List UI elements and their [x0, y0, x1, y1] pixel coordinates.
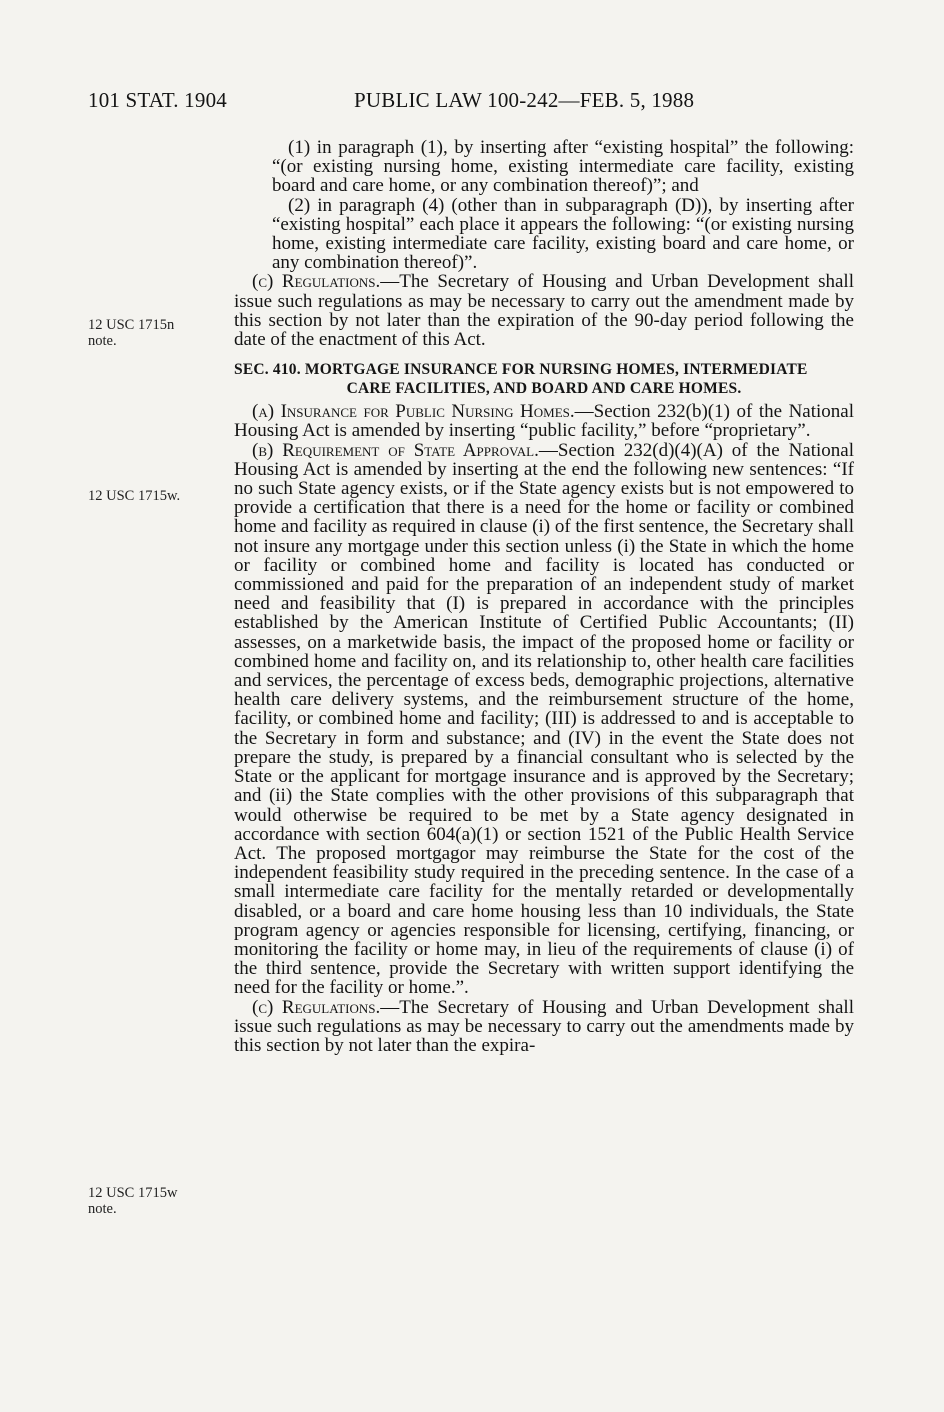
section-heading — [234, 360, 854, 398]
margin-note-line: 12 USC 1715n — [88, 317, 175, 333]
margin-note-line: 12 USC 1715w. — [88, 488, 181, 504]
paragraph-text: —Section 232(b)(1) of the National Housing Act is amended by inserting “public facility,” before “proprietary”. — [234, 401, 855, 442]
margin-note-line: 12 USC 1715w — [88, 1185, 178, 1201]
margin-note-1715w — [88, 488, 180, 504]
margin-note-line: note. — [88, 333, 117, 349]
paragraph-text: —The Secretary of Housing and Urban Development shall issue such regulations as may be necessary to carry out the amendment made by this section by not later than the expiration of the 90-day period following the date of the enactment of this Act. — [234, 271, 854, 351]
document-body — [234, 138, 854, 1055]
statute-page-number: 101 STAT. 1904 — [88, 88, 227, 112]
paragraph-heading: (a) Insurance for Public Nursing Homes. — [252, 401, 575, 423]
paragraph-c — [234, 998, 854, 1056]
law-title: PUBLIC LAW 100-242—FEB. 5, 1988 — [354, 88, 695, 112]
margin-note-1715n — [88, 317, 174, 349]
margin-note-1715w-note — [88, 1185, 177, 1217]
paragraph-a — [234, 402, 854, 440]
amendment-item-2: (2) in paragraph (4) (other than in subparagraph (D)), by inserting after “existing hospital” each place it appears the following: “(or existing nursing home, existing intermediate care facility, existing board and care home, or any combination thereof)”. — [272, 194, 854, 274]
paragraph-text: —The Secretary of Housing and Urban Development shall issue such regulations as may be necessary to carry out the amendments made by this section by not later than the expira- — [234, 996, 854, 1056]
amendment-item-1: (1) in paragraph (1), by inserting after “existing hospital” the following: “(or existing nursing home, existing intermediate care facility, existing board and care home, or any combination thereof)”; and — [272, 137, 854, 197]
paragraph-text: —Section 232(d)(4)(A) of the National Housing Act is amended by inserting at the end the following new sentences: “If no such State agency exists, or if the State agency exists but is not empowered to provide a certification that there is a need for the home or facility or combined home and facility as required in clause (i) of the first sentence, the Secretary shall not insure any mortgage under this section unless (i) the State in which the home or facility or combined home and facility is located has conducted or commissioned and paid for the preparation of an independent study of market need and feasibility that (I) is prepared in accordance with the principles established by the American Institute of Certified Public Accountants; (II) assesses, on a marketwide basis, the impact of the proposed home or facility or combined home and facility on, and its relationship to, other health care facilities and services, the percentage of excess beds, demographic projections, alternative health care delivery systems, and the reimbursement structure of the home, facility, or combined home and facility; (III) is addressed to and is acceptable to the Secretary in form and substance; and (IV) in the event the State does not prepare the study, is prepared by a financial consultant who is selected by the State or the applicant for mortgage insurance and is approved by the Secretary; and (ii) the State complies with the other provisions of this subparagraph that would otherwise be required to be met by a State agency designated in accordance with section 604(a)(1) or section 1521 of the Public Health Service Act. The proposed mortgagor may reimburse the State for the cost of the independent feasibility study required in the preceding sentence. In the case of a small intermediate care facility for the mentally retarded or developmentally disabled, or a board and care home housing less than 10 individuals, the State program agency or agencies responsible for licensing, certifying, financing, or monitoring the facility or home may, in lieu of the requirements of clause (i) of the third sentence, provide the Secretary with written support identifying the need for the facility or home.”. — [234, 439, 854, 999]
paragraph-heading: (b) Requirement of State Approval. — [252, 439, 539, 461]
regulations-paragraph — [234, 272, 854, 349]
margin-note-line: note. — [88, 1201, 117, 1217]
paragraph-heading: (c) Regulations. — [252, 996, 381, 1018]
section-heading-line: CARE FACILITIES, AND BOARD AND CARE HOMES. — [346, 380, 742, 398]
section-heading-line: SEC. 410. MORTGAGE INSURANCE FOR NURSING HOMES, INTERMEDIATE — [234, 361, 808, 379]
paragraph-heading: (c) Regulations. — [252, 271, 381, 293]
amendment-items — [234, 138, 854, 272]
paragraph-b — [234, 441, 854, 998]
